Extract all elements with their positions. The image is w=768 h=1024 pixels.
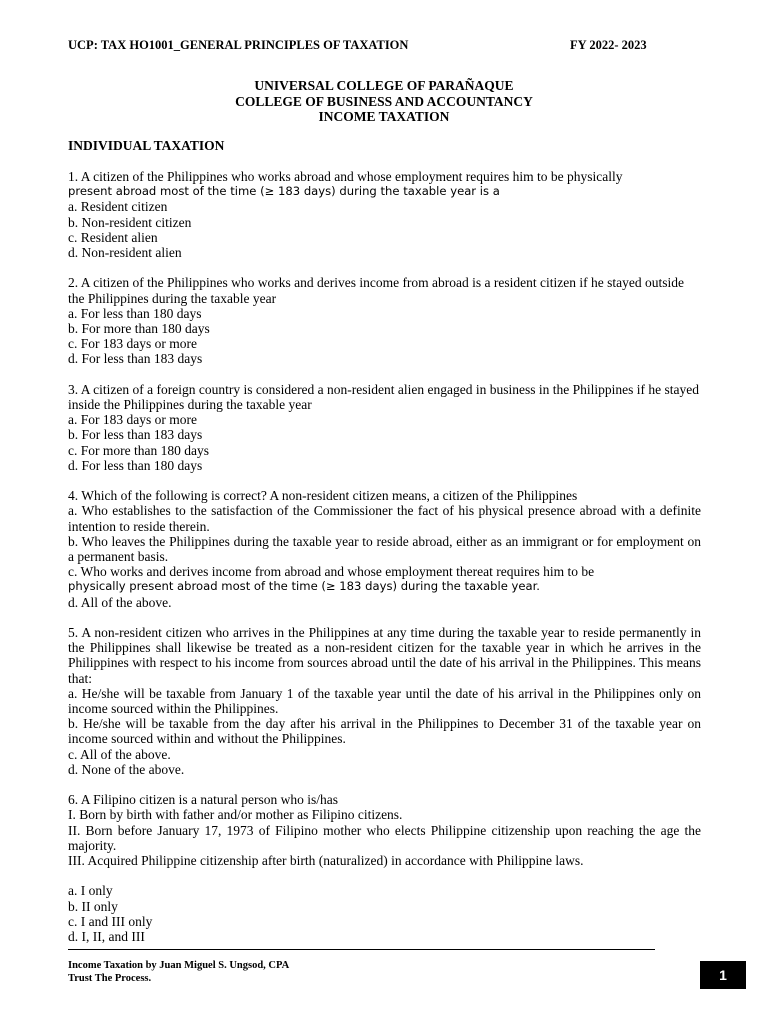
- question-1-text-cont: present abroad most of the time (≥ 183 days) during the taxable year is a: [68, 184, 500, 199]
- option-d: d. For less than 180 days: [68, 457, 203, 473]
- option-a: a. For 183 days or more: [68, 412, 197, 428]
- option-d: d. None of the above.: [68, 761, 185, 777]
- spacer: [68, 868, 701, 883]
- option-b: b. For more than 180 days: [68, 321, 210, 337]
- option-a: a. He/she will be taxable from January 1 of the taxable year until the date of his arrival in the Philippines only on income sourced within the Philippines.: [68, 685, 701, 717]
- option-b: b. Non-resident citizen: [68, 214, 192, 230]
- section-heading: INDIVIDUAL TAXATION: [68, 138, 225, 153]
- option-c-cont: physically present abroad most of the time (≥ 183 days) during the taxable year.: [68, 579, 540, 594]
- question-3: [68, 382, 701, 473]
- question-6-text: 6. A Filipino citizen is a natural person who is/has: [68, 792, 338, 808]
- subject-name: INCOME TAXATION: [318, 109, 450, 124]
- option-c: c. For 183 days or more: [68, 336, 197, 352]
- statement-iii: III. Acquired Philippine citizenship after birth (naturalized) in accordance with Philippine laws.: [68, 853, 584, 869]
- question-2: [68, 275, 701, 366]
- question-1-text: 1. A citizen of the Philippines who works abroad and whose employment requires him to be physically: [68, 169, 623, 184]
- question-2-text: 2. A citizen of the Philippines who works and derives income from abroad is a resident citizen if he stayed outside the Philippines during the taxable year: [68, 275, 684, 306]
- question-list: [68, 169, 701, 959]
- page-number-badge: 1: [700, 961, 746, 989]
- option-b: b. He/she will be taxable from the day after his arrival in the Philippines to December 31 of the taxable year on income sourced within and without the Philippines.: [68, 716, 701, 747]
- school-name: UNIVERSAL COLLEGE OF PARAÑAQUE: [254, 78, 514, 93]
- option-d: d. For less than 183 days: [68, 351, 203, 367]
- option-a: a. For less than 180 days: [68, 305, 202, 321]
- statement-i: I. Born by birth with father and/or mother as Filipino citizens.: [68, 807, 403, 823]
- statement-ii: II. Born before January 17, 1973 of Filipino mother who elects Philippine citizenship upon reaching the age the majority.: [68, 822, 701, 853]
- option-a: a. I only: [68, 883, 113, 899]
- option-c: c. For more than 180 days: [68, 442, 209, 458]
- option-b: b. II only: [68, 898, 118, 914]
- question-4-text: 4. Which of the following is correct? A non-resident citizen means, a citizen of the Philippines: [68, 488, 578, 504]
- option-a: a. Resident citizen: [68, 199, 168, 215]
- document-title-block: [0, 78, 768, 125]
- question-5-text: 5. A non-resident citizen who arrives in the Philippines at any time during the taxable year to reside permanently in the Philippines shall likewise be treated as a non-resident citizen for the taxable year in which he arrives in the Philippines with respect to his income from sources abroad until the date of his arrival in the Philippines. This means that:: [68, 625, 701, 686]
- footer-author: Income Taxation by Juan Miguel S. Ungsod, CPA: [68, 960, 290, 971]
- running-header-course: UCP: TAX HO1001_GENERAL PRINCIPLES OF TAXATION: [68, 38, 409, 52]
- question-1: [68, 169, 701, 260]
- question-4: [68, 488, 701, 610]
- question-5: [68, 625, 701, 777]
- option-c: c. All of the above.: [68, 746, 171, 762]
- option-a: a. Who establishes to the satisfaction of the Commissioner the fact of his physical presence abroad with a definite intention to reside therein.: [68, 503, 701, 534]
- question-3-text: 3. A citizen of a foreign country is considered a non-resident alien engaged in business in the Philippines if he stayed inside the Philippines during the taxable year: [68, 381, 699, 413]
- running-header-fiscal-year: FY 2022- 2023: [570, 38, 647, 52]
- question-6: [68, 792, 701, 944]
- option-c: c. Who works and derives income from abroad and whose employment thereat requires him to be: [68, 564, 595, 580]
- college-name: COLLEGE OF BUSINESS AND ACCOUNTANCY: [235, 93, 533, 109]
- option-d: d. All of the above.: [68, 594, 172, 610]
- option-d: d. Non-resident alien: [68, 245, 182, 261]
- option-d: d. I, II, and III: [68, 929, 145, 945]
- option-b: b. Who leaves the Philippines during the taxable year to reside abroad, either as an immigrant or for employment on a permanent basis.: [68, 533, 701, 565]
- option-b: b. For less than 183 days: [68, 427, 203, 443]
- option-c: c. Resident alien: [68, 229, 158, 245]
- footer-divider: [68, 949, 655, 950]
- footer-tagline: Trust The Process.: [68, 973, 152, 984]
- option-c: c. I and III only: [68, 913, 153, 929]
